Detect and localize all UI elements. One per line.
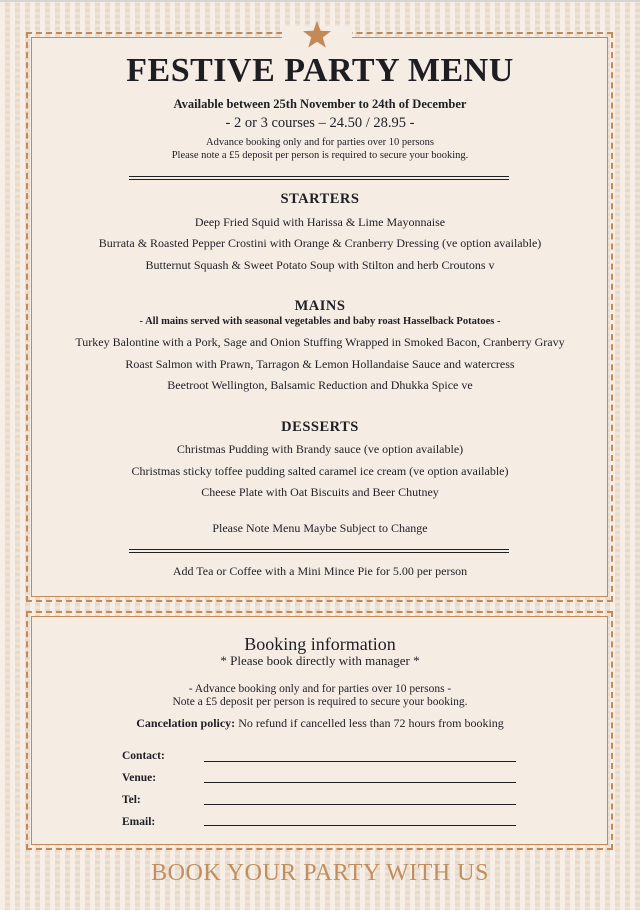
menu-item: Burrata & Roasted Pepper Crostini with Orange & Cranberry Dressing (ve option available) xyxy=(98,236,542,250)
section-heading-starters: STARTERS xyxy=(280,191,360,207)
cancellation-policy-text: No refund if cancelled less than 72 hours from booking xyxy=(235,716,504,730)
menu-item: Roast Salmon with Prawn, Tarragon & Lemon Hollandaise Sauce and watercress xyxy=(125,357,515,371)
double-rule-bottom xyxy=(129,549,509,553)
footer-call-to-action: BOOK YOUR PARTY WITH US xyxy=(151,860,489,886)
menu-item: Butternut Squash & Sweet Potato Soup with Stilton and herb Croutons v xyxy=(145,258,495,272)
booking-note: Advance booking only and for parties over 10 persons xyxy=(205,137,435,148)
contact-field[interactable] xyxy=(204,761,516,762)
window-top-edge xyxy=(0,0,640,2)
menu-item: Turkey Balontine with a Pork, Sage and Onion Stuffing Wrapped in Smoked Bacon, Cranberry Gravy xyxy=(75,335,565,349)
contact-label: Contact: xyxy=(122,750,165,762)
cancellation-policy-label: Cancelation policy: xyxy=(136,716,236,730)
tel-field[interactable] xyxy=(204,804,516,805)
booking-title: Booking information xyxy=(244,634,396,654)
booking-advance-note: - Advance booking only and for parties over 10 persons - xyxy=(188,683,452,695)
deposit-note: Please note a £5 deposit per person is required to secure your booking. xyxy=(171,150,469,161)
section-subheading-mains: - All mains served with seasonal vegetables and baby roast Hasselback Potatoes - xyxy=(139,316,501,327)
booking-deposit-note: Note a £5 deposit per person is required to secure your booking. xyxy=(172,696,468,708)
tel-label: Tel: xyxy=(122,794,141,806)
section-heading-desserts: DESSERTS xyxy=(281,419,359,435)
star-icon xyxy=(302,20,332,50)
menu-item: Christmas sticky toffee pudding salted caramel ice cream (ve option available) xyxy=(131,464,509,478)
cancellation-policy xyxy=(0,716,640,731)
addon-offer: Add Tea or Coffee with a Mini Mince Pie for 5.00 per person xyxy=(172,564,468,578)
email-label: Email: xyxy=(122,816,156,828)
section-heading-mains: MAINS xyxy=(294,298,346,314)
availability-dates: Available between 25th November to 24th of December xyxy=(173,97,467,111)
menu-item: Christmas Pudding with Brandy sauce (ve option available) xyxy=(176,442,464,456)
email-field[interactable] xyxy=(204,825,516,826)
menu-item: Cheese Plate with Oat Biscuits and Beer Chutney xyxy=(201,485,439,499)
course-pricing: - 2 or 3 courses – 24.50 / 28.95 - xyxy=(225,115,415,131)
menu-disclaimer: Please Note Menu Maybe Subject to Change xyxy=(212,521,428,535)
venue-field[interactable] xyxy=(204,782,516,783)
venue-label: Venue: xyxy=(122,772,157,784)
menu-item: Deep Fried Squid with Harissa & Lime Mayonnaise xyxy=(194,215,446,229)
booking-subtitle: * Please book directly with manager * xyxy=(220,653,420,668)
page-title: FESTIVE PARTY MENU xyxy=(126,52,514,89)
menu-item: Beetroot Wellington, Balsamic Reduction and Dhukka Spice ve xyxy=(167,378,473,392)
double-rule-top xyxy=(129,176,509,180)
